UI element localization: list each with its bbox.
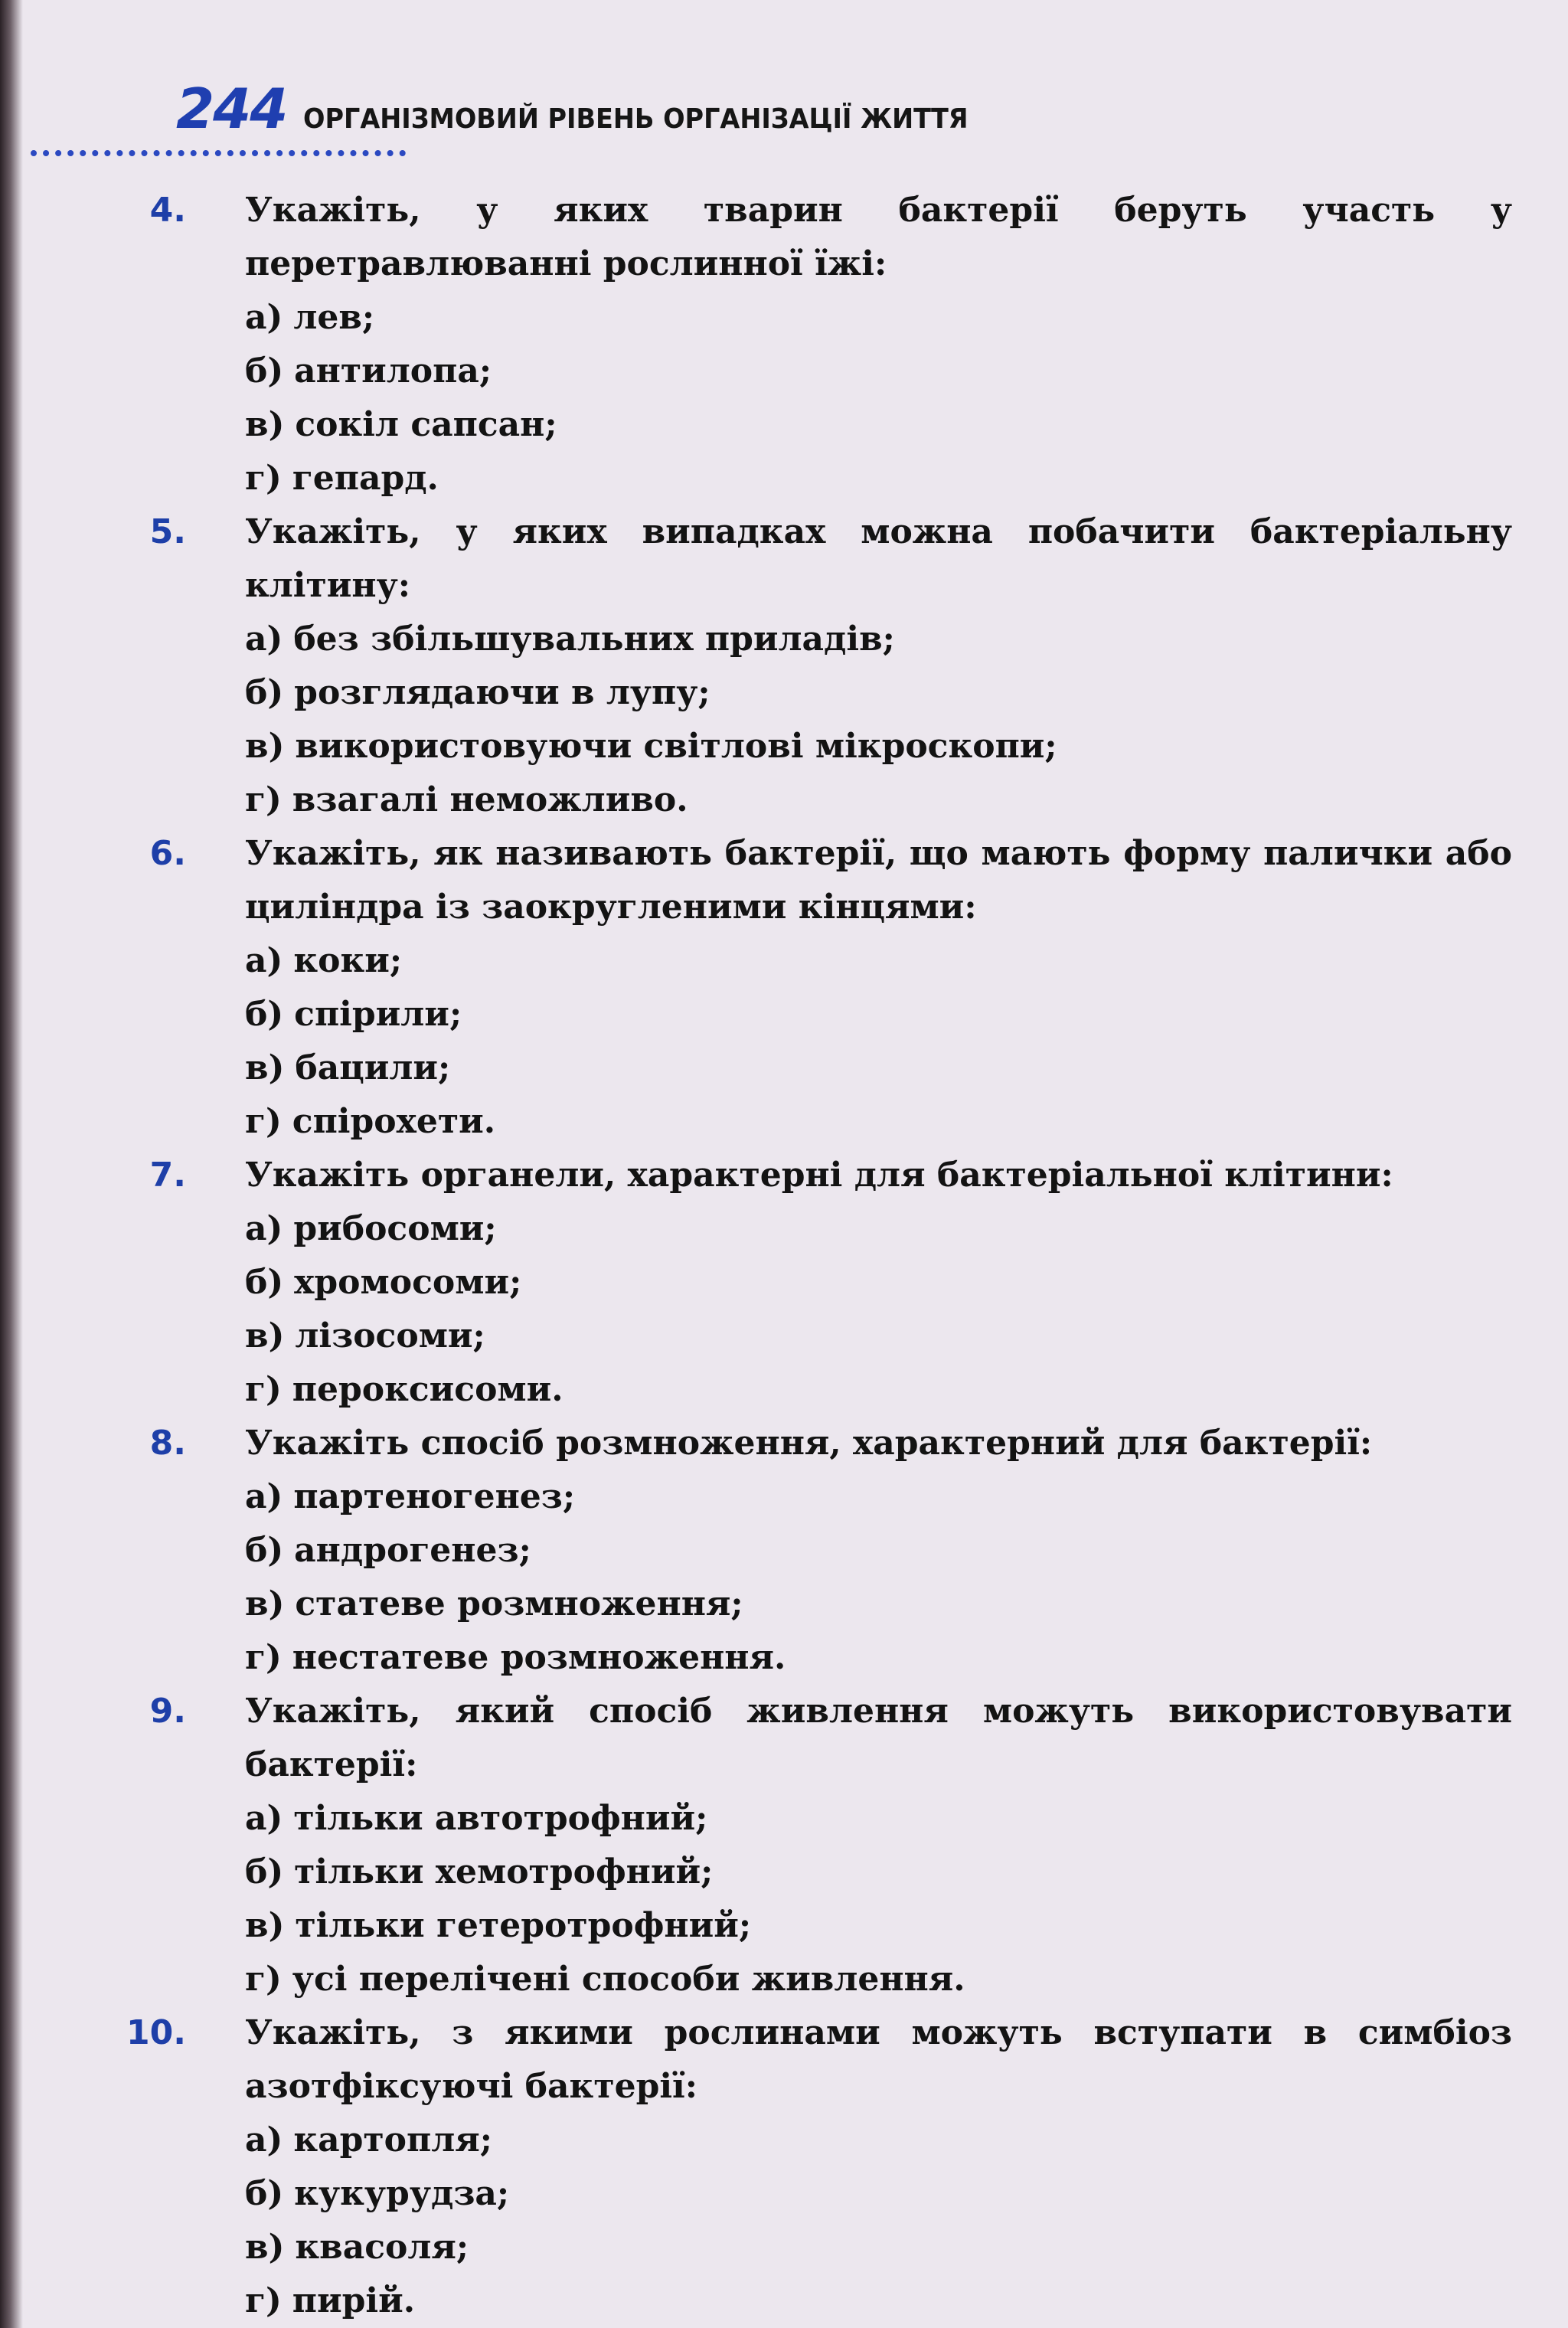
question-text: Укажіть, з якими рослинами можуть вступати в симбіоз азотфіксуючі бактерії: xyxy=(245,2013,1512,2106)
answer-option-v xyxy=(245,1310,1512,1363)
option-letter: в) xyxy=(245,405,285,444)
option-text: тільки автотрофний; xyxy=(293,1799,708,1838)
option-text: спірохети. xyxy=(292,1102,496,1141)
option-letter: г) xyxy=(245,459,282,498)
answer-option-a xyxy=(245,934,1512,988)
option-letter: а) xyxy=(245,1477,283,1516)
option-text: лізосоми; xyxy=(295,1316,485,1355)
question-number: 8. xyxy=(149,1424,186,1463)
question-6 xyxy=(149,827,1512,1149)
answer-option-g xyxy=(245,452,1512,505)
option-letter: б) xyxy=(245,1852,284,1892)
option-letter: б) xyxy=(245,995,284,1034)
answer-option-g xyxy=(245,773,1512,827)
option-letter: г) xyxy=(245,1638,282,1677)
option-text: сокіл сапсан; xyxy=(295,405,557,444)
answer-option-b xyxy=(245,2167,1512,2221)
option-text: гепард. xyxy=(292,459,439,498)
answer-option-v xyxy=(245,2221,1512,2274)
option-letter: г) xyxy=(245,1370,282,1409)
answer-option-a xyxy=(245,2114,1512,2167)
option-letter: в) xyxy=(245,1316,285,1355)
question-text: Укажіть, як називають бактерії, що мають форму палички або циліндра із заокругленими кінцями: xyxy=(245,834,1512,927)
question-text: Укажіть, у яких тварин бактерії беруть участь у перетравлюванні рослинної їжі: xyxy=(245,191,1512,283)
option-text: андрогенез; xyxy=(294,1531,531,1570)
page-binding-shadow xyxy=(0,0,23,2328)
answer-option-b xyxy=(245,1256,1512,1310)
option-text: партеногенез; xyxy=(293,1477,576,1516)
option-letter: а) xyxy=(245,1799,283,1838)
answer-option-b xyxy=(245,1846,1512,1899)
option-text: бацили; xyxy=(295,1048,451,1087)
question-number: 9. xyxy=(149,1692,186,1731)
option-text: квасоля; xyxy=(295,2228,469,2267)
question-text: Укажіть органели, характерні для бактеріальної клітини: xyxy=(245,1156,1393,1195)
answer-option-a xyxy=(245,1202,1512,1256)
option-letter: б) xyxy=(245,673,284,712)
answer-option-g xyxy=(245,1631,1512,1685)
option-letter: б) xyxy=(245,1531,284,1570)
option-letter: а) xyxy=(245,620,283,659)
option-text: усі перелічені способи живлення. xyxy=(292,1960,965,1999)
answer-option-b xyxy=(245,345,1512,398)
question-5 xyxy=(149,505,1512,827)
answer-options xyxy=(195,291,1512,505)
question-10 xyxy=(126,2006,1512,2328)
question-9 xyxy=(149,1685,1512,2006)
option-letter: а) xyxy=(245,298,283,337)
option-letter: а) xyxy=(245,2120,283,2160)
question-number: 5. xyxy=(149,512,186,551)
question-number: 10. xyxy=(126,2013,186,2052)
question-text: Укажіть, який спосіб живлення можуть використовувати бактерії: xyxy=(245,1692,1512,1784)
option-letter: г) xyxy=(245,780,282,819)
answer-options xyxy=(195,1202,1512,1417)
option-text: спірили; xyxy=(294,995,462,1034)
page-number: 244 xyxy=(176,77,287,141)
answer-option-g xyxy=(245,2274,1512,2328)
option-letter: в) xyxy=(245,2228,285,2267)
question-text: Укажіть, у яких випадках можна побачити бактеріальну клітину: xyxy=(245,512,1512,605)
question-4 xyxy=(149,184,1512,505)
answer-option-v xyxy=(245,720,1512,773)
answer-option-b xyxy=(245,666,1512,720)
option-text: статеве розмноження; xyxy=(295,1584,743,1623)
option-text: розглядаючи в лупу; xyxy=(294,673,710,712)
option-letter: г) xyxy=(245,1102,282,1141)
option-letter: а) xyxy=(245,941,283,980)
option-text: тільки гетеротрофний; xyxy=(295,1906,752,1945)
answer-option-g xyxy=(245,1095,1512,1149)
answer-options xyxy=(195,934,1512,1149)
question-8 xyxy=(149,1417,1512,1685)
answer-option-a xyxy=(245,613,1512,666)
answer-option-v xyxy=(245,1578,1512,1631)
answer-option-a xyxy=(245,1470,1512,1524)
answer-option-v xyxy=(245,1899,1512,1953)
question-number: 6. xyxy=(149,834,186,873)
answer-option-g xyxy=(245,1953,1512,2006)
option-letter: б) xyxy=(245,351,284,391)
option-letter: г) xyxy=(245,1960,282,1999)
option-letter: в) xyxy=(245,1906,285,1945)
option-text: рибосоми; xyxy=(293,1209,497,1248)
option-text: картопля; xyxy=(293,2120,492,2160)
option-letter: в) xyxy=(245,727,285,766)
option-text: антилопа; xyxy=(294,351,492,391)
option-letter: в) xyxy=(245,1048,285,1087)
answer-option-b xyxy=(245,988,1512,1041)
option-text: пирій. xyxy=(292,2281,416,2320)
option-letter: б) xyxy=(245,1263,284,1302)
option-text: пероксисоми. xyxy=(292,1370,564,1409)
answer-option-b xyxy=(245,1524,1512,1578)
answer-option-a xyxy=(245,291,1512,345)
page-header xyxy=(176,77,1018,146)
option-letter: б) xyxy=(245,2174,284,2213)
question-text: Укажіть спосіб розмноження, характерний для бактерії: xyxy=(245,1424,1373,1463)
option-text: лев; xyxy=(293,298,375,337)
question-number: 7. xyxy=(149,1156,186,1195)
option-text: нестатеве розмноження. xyxy=(292,1638,786,1677)
answer-options xyxy=(195,1470,1512,1685)
answer-options xyxy=(195,2114,1512,2328)
answer-option-v xyxy=(245,1041,1512,1095)
option-text: кукурудза; xyxy=(294,2174,510,2213)
question-number: 4. xyxy=(149,191,186,230)
option-text: коки; xyxy=(293,941,403,980)
option-text: використовуючи світлові мікроскопи; xyxy=(295,727,1057,766)
option-letter: в) xyxy=(245,1584,285,1623)
option-letter: г) xyxy=(245,2281,282,2320)
answer-option-v xyxy=(245,398,1512,452)
answer-options xyxy=(195,613,1512,827)
option-text: без збільшувальних приладів; xyxy=(293,620,895,659)
option-text: тільки хемотрофний; xyxy=(294,1852,714,1892)
running-title: ОРГАНІЗМОВИЙ РІВЕНЬ ОРГАНІЗАЦІЇ ЖИТТЯ xyxy=(303,103,969,135)
answer-options xyxy=(195,1792,1512,2006)
answer-option-g xyxy=(245,1363,1512,1417)
question-list xyxy=(126,184,1512,2328)
option-text: взагалі неможливо. xyxy=(292,780,688,819)
header-dotted-rule xyxy=(31,150,406,156)
option-text: хромосоми; xyxy=(294,1263,522,1302)
option-letter: а) xyxy=(245,1209,283,1248)
question-7 xyxy=(149,1149,1512,1417)
answer-option-a xyxy=(245,1792,1512,1846)
